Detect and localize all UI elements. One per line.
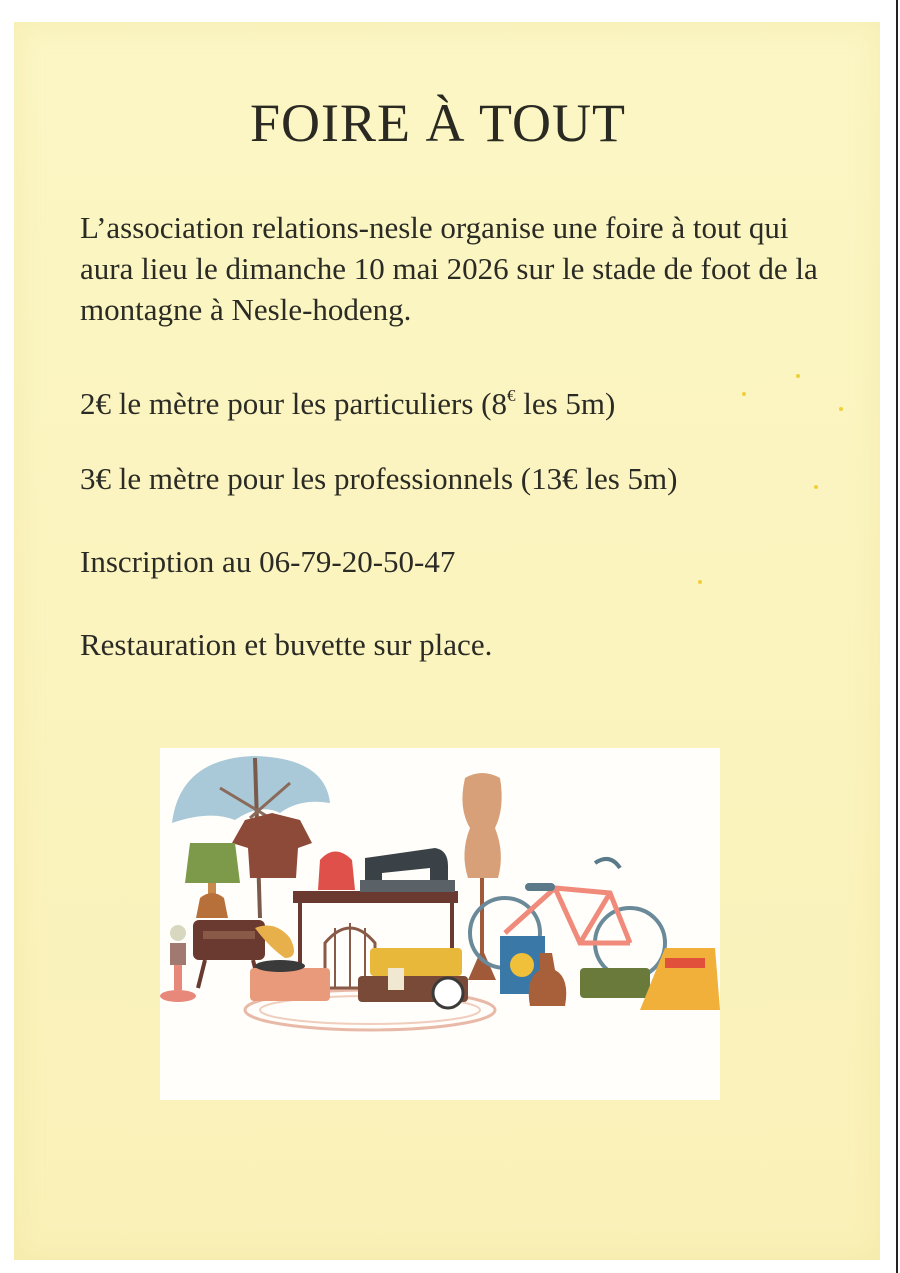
food-line: Restauration et buvette sur place. [80,627,493,662]
intro-paragraph: L’association relations-nesle organise une foire à tout qui aura lieu le dimanche 10 mai 2026 sur le stade de foot de la montagne à Nesle-hodeng. [80,210,818,327]
flyer-title: FOIRE À TOUT [249,93,627,153]
flea-market-items-drawing [160,748,720,1100]
garage-sale-illustration [160,748,720,1100]
price-individuals [80,375,820,424]
euro-superscript: € [506,386,516,405]
price-professionals: 3€ le mètre pour les professionnels (13€ les 5m) [80,461,678,496]
registration-line: Inscription au 06-79-20-50-47 [80,544,456,579]
scan-edge [896,0,898,1273]
price-individuals-text: 2€ le mètre pour les particuliers (8 [80,386,507,421]
price-individuals-suffix: les 5m) [515,386,616,421]
